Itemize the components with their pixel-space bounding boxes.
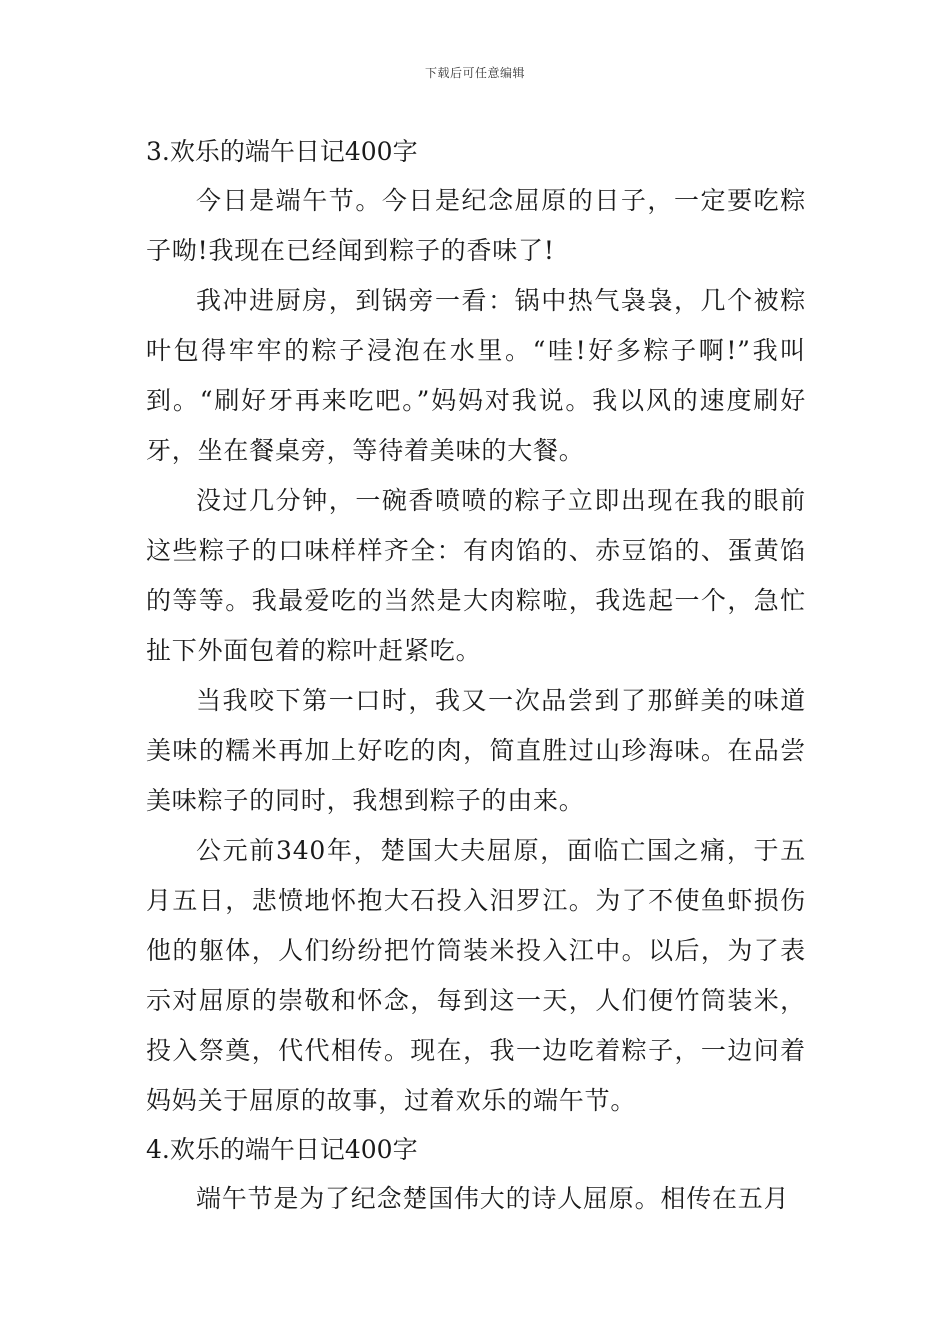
paragraph: 公元前340年，楚国大夫屈原，面临亡国之痛，于五月五日，悲愤地怀抱大石投入汨罗江。为了不使鱼虾损伤他的躯体，人们纷纷把竹筒装米投入江中。以后，为了表示对屈原的崇敬和怀念，每到这一天，人们便竹筒装米，投入祭奠，代代相传。现在，我一边吃着粽子，一边问着妈妈关于屈原的故事，过着欢乐的端午节。 bbox=[146, 836, 806, 1115]
section-title: 4.欢乐的端午日记400字 bbox=[146, 1135, 418, 1164]
diary-section-4 bbox=[146, 1126, 806, 1224]
paragraph: 我冲进厨房，到锅旁一看：锅中热气袅袅，几个被粽叶包得牢牢的粽子浸泡在水里。“哇!好多粽子啊!”我叫到。“刷好牙再来吃吧。”妈妈对我说。我以风的速度刷好牙，坐在餐桌旁，等待着美味的大餐。 bbox=[146, 286, 806, 465]
section-title: 3.欢乐的端午日记400字 bbox=[146, 137, 418, 166]
page-header: 下载后可任意编辑 bbox=[424, 66, 525, 80]
paragraph: 今日是端午节。今日是纪念屈原的日子，一定要吃粽子呦!我现在已经闻到粽子的香味了! bbox=[146, 186, 806, 265]
diary-section-3 bbox=[146, 128, 806, 1126]
paragraph: 当我咬下第一口时，我又一次品尝到了那鲜美的味道美味的糯米再加上好吃的肉，简直胜过山珍海味。在品尝美味粽子的同时，我想到粽子的由来。 bbox=[146, 686, 806, 815]
paragraph: 没过几分钟，一碗香喷喷的粽子立即出现在我的眼前这些粽子的口味样样齐全：有肉馅的、赤豆馅的、蛋黄馅的等等。我最爱吃的当然是大肉粽啦，我选起一个，急忙扯下外面包着的粽叶赶紧吃。 bbox=[146, 486, 806, 665]
paragraph: 端午节是为了纪念楚国伟大的诗人屈原。相传在五月 bbox=[196, 1184, 790, 1213]
document-body bbox=[146, 128, 806, 1224]
